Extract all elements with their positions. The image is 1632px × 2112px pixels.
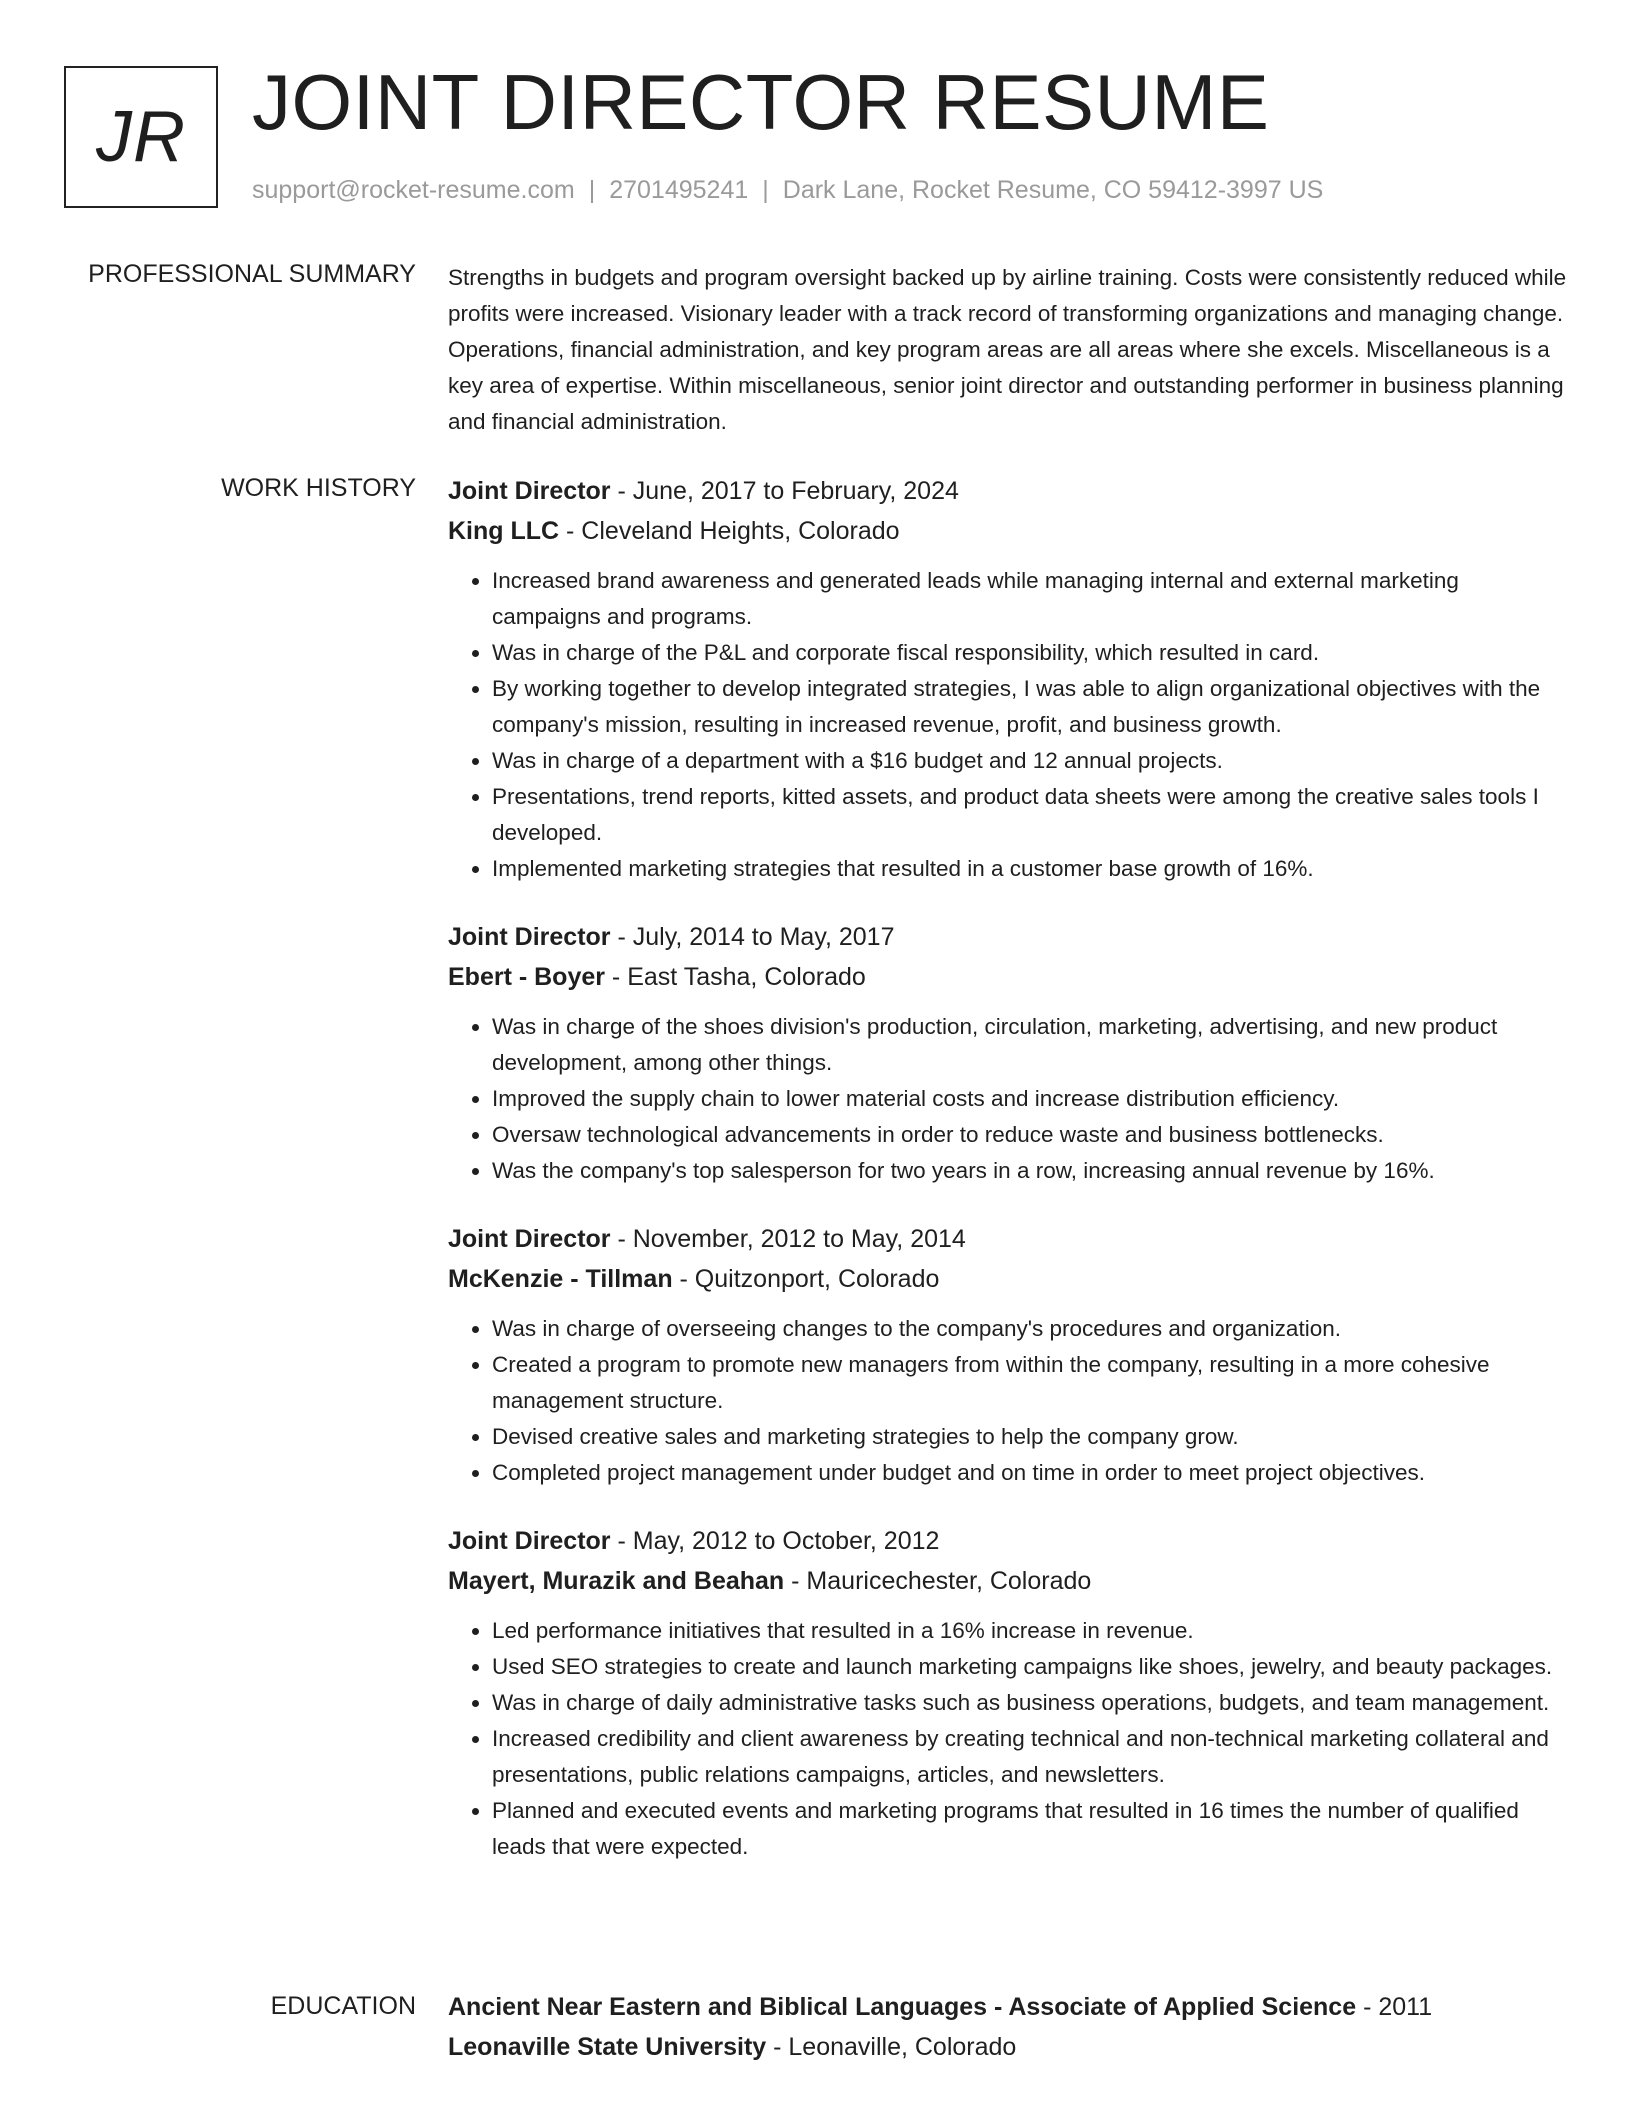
job-bullet: • Increased credibility and client awareness by creating technical and non-technical marketing collateral and presentations, public relations campaigns, articles, and newsletters. bbox=[492, 1721, 1568, 1793]
job-entry bbox=[448, 1219, 1568, 1491]
summary-label: PROFESSIONAL SUMMARY bbox=[88, 260, 416, 288]
job-location: - East Tasha, Colorado bbox=[604, 963, 866, 991]
education-label: EDUCATION bbox=[270, 1992, 416, 2020]
education-degree-line bbox=[448, 1987, 1568, 2027]
job-bullet: • Improved the supply chain to lower material costs and increase distribution efficiency. bbox=[492, 1081, 1568, 1117]
job-dates: - November, 2012 to May, 2014 bbox=[610, 1225, 966, 1253]
education-school: Leonaville State University bbox=[448, 2033, 767, 2061]
job-bullet: • Planned and executed events and marketing programs that resulted in 16 times the number of qualified leads that were expected. bbox=[492, 1793, 1568, 1865]
education-section bbox=[448, 1987, 1568, 2067]
job-dates: - July, 2014 to May, 2017 bbox=[610, 923, 895, 951]
job-bullet: • Completed project management under budget and on time in order to meet project objectives. bbox=[492, 1455, 1568, 1491]
job-company-line bbox=[448, 1561, 1568, 1601]
job-bullet: • Was in charge of the P&L and corporate fiscal responsibility, which resulted in card. bbox=[492, 635, 1568, 671]
job-entry bbox=[448, 917, 1568, 1189]
job-entry bbox=[448, 471, 1568, 887]
job-bullet: • Oversaw technological advancements in order to reduce waste and business bottlenecks. bbox=[492, 1117, 1568, 1153]
job-entry bbox=[448, 1521, 1568, 1865]
job-title: Joint Director bbox=[448, 477, 611, 505]
job-title-line bbox=[448, 1219, 1568, 1259]
education-degree: Ancient Near Eastern and Biblical Languages - Associate of Applied Science bbox=[448, 1993, 1357, 2021]
job-company: Mayert, Murazik and Beahan bbox=[448, 1567, 785, 1595]
work-history-label: WORK HISTORY bbox=[221, 474, 416, 502]
job-bullet-list bbox=[448, 1009, 1568, 1189]
summary-text: Strengths in budgets and program oversight backed up by airline training. Costs were consistently reduced while profits were increased. Visionary leader with a track record of transforming organizations and managing change. Operations, financial administration, and key program areas are all areas where she excels. Miscellaneous is a key area of expertise. Within miscellaneous, senior joint director and outstanding performer in business planning and financial administration. bbox=[448, 265, 1567, 434]
job-bullet: • Was in charge of daily administrative tasks such as business operations, budgets, and team management. bbox=[492, 1685, 1568, 1721]
job-bullet: • Was in charge of the shoes division's production, circulation, marketing, advertising, and new product development, among other things. bbox=[492, 1009, 1568, 1081]
page-title: JOINT DIRECTOR RESUME bbox=[252, 58, 1270, 146]
job-company: McKenzie - Tillman bbox=[448, 1265, 673, 1293]
job-bullet: • Increased brand awareness and generated leads while managing internal and external marketing campaigns and programs. bbox=[492, 563, 1568, 635]
job-bullet-list bbox=[448, 1613, 1568, 1865]
job-dates: - June, 2017 to February, 2024 bbox=[610, 477, 959, 505]
contact-address: Dark Lane, Rocket Resume, CO 59412-3997 US bbox=[782, 176, 1324, 204]
job-title: Joint Director bbox=[448, 1225, 611, 1253]
job-bullet: • Was the company's top salesperson for two years in a row, increasing annual revenue by 16%. bbox=[492, 1153, 1568, 1189]
contact-email[interactable]: support@rocket-resume.com bbox=[252, 176, 575, 204]
job-bullet-list bbox=[448, 563, 1568, 887]
job-company-line bbox=[448, 511, 1568, 551]
job-bullet-list bbox=[448, 1311, 1568, 1491]
contact-separator: | bbox=[588, 176, 596, 204]
job-company: Ebert - Boyer bbox=[448, 963, 605, 991]
contact-line bbox=[252, 176, 1323, 205]
work-history-section bbox=[448, 471, 1568, 1895]
summary-section bbox=[448, 260, 1568, 440]
monogram-logo bbox=[64, 66, 218, 208]
job-company-line bbox=[448, 957, 1568, 997]
job-dates: - May, 2012 to October, 2012 bbox=[610, 1527, 940, 1555]
job-bullet: • Used SEO strategies to create and launch marketing campaigns like shoes, jewelry, and beauty packages. bbox=[492, 1649, 1568, 1685]
job-bullet: • Was in charge of a department with a $16 budget and 12 annual projects. bbox=[492, 743, 1568, 779]
job-bullet: • By working together to develop integrated strategies, I was able to align organizational objectives with the company's mission, resulting in increased revenue, profit, and business growth. bbox=[492, 671, 1568, 743]
job-bullet: • Created a program to promote new managers from within the company, resulting in a more cohesive management structure. bbox=[492, 1347, 1568, 1419]
job-company: King LLC bbox=[448, 517, 560, 545]
contact-separator: | bbox=[762, 176, 769, 204]
job-title-line bbox=[448, 917, 1568, 957]
job-bullet: • Was in charge of overseeing changes to the company's procedures and organization. bbox=[492, 1311, 1568, 1347]
job-bullet: • Presentations, trend reports, kitted assets, and product data sheets were among the creative sales tools I developed. bbox=[492, 779, 1568, 851]
job-title: Joint Director bbox=[448, 1527, 611, 1555]
education-location: - Leonaville, Colorado bbox=[766, 2033, 1017, 2061]
job-title: Joint Director bbox=[448, 923, 611, 951]
job-title-line bbox=[448, 1521, 1568, 1561]
job-bullet: • Devised creative sales and marketing strategies to help the company grow. bbox=[492, 1419, 1568, 1455]
job-location: - Cleveland Heights, Colorado bbox=[559, 517, 900, 545]
monogram-initials: JR bbox=[96, 97, 186, 177]
job-company-line bbox=[448, 1259, 1568, 1299]
education-year: - 2011 bbox=[1356, 1993, 1433, 2021]
job-location: - Quitzonport, Colorado bbox=[672, 1265, 940, 1293]
job-title-line bbox=[448, 471, 1568, 511]
education-school-line bbox=[448, 2027, 1568, 2067]
contact-phone[interactable]: 2701495241 bbox=[609, 176, 749, 204]
job-bullet: • Implemented marketing strategies that resulted in a customer base growth of 16%. bbox=[492, 851, 1568, 887]
job-bullet: • Led performance initiatives that resulted in a 16% increase in revenue. bbox=[492, 1613, 1568, 1649]
job-location: - Mauricechester, Colorado bbox=[784, 1567, 1092, 1595]
